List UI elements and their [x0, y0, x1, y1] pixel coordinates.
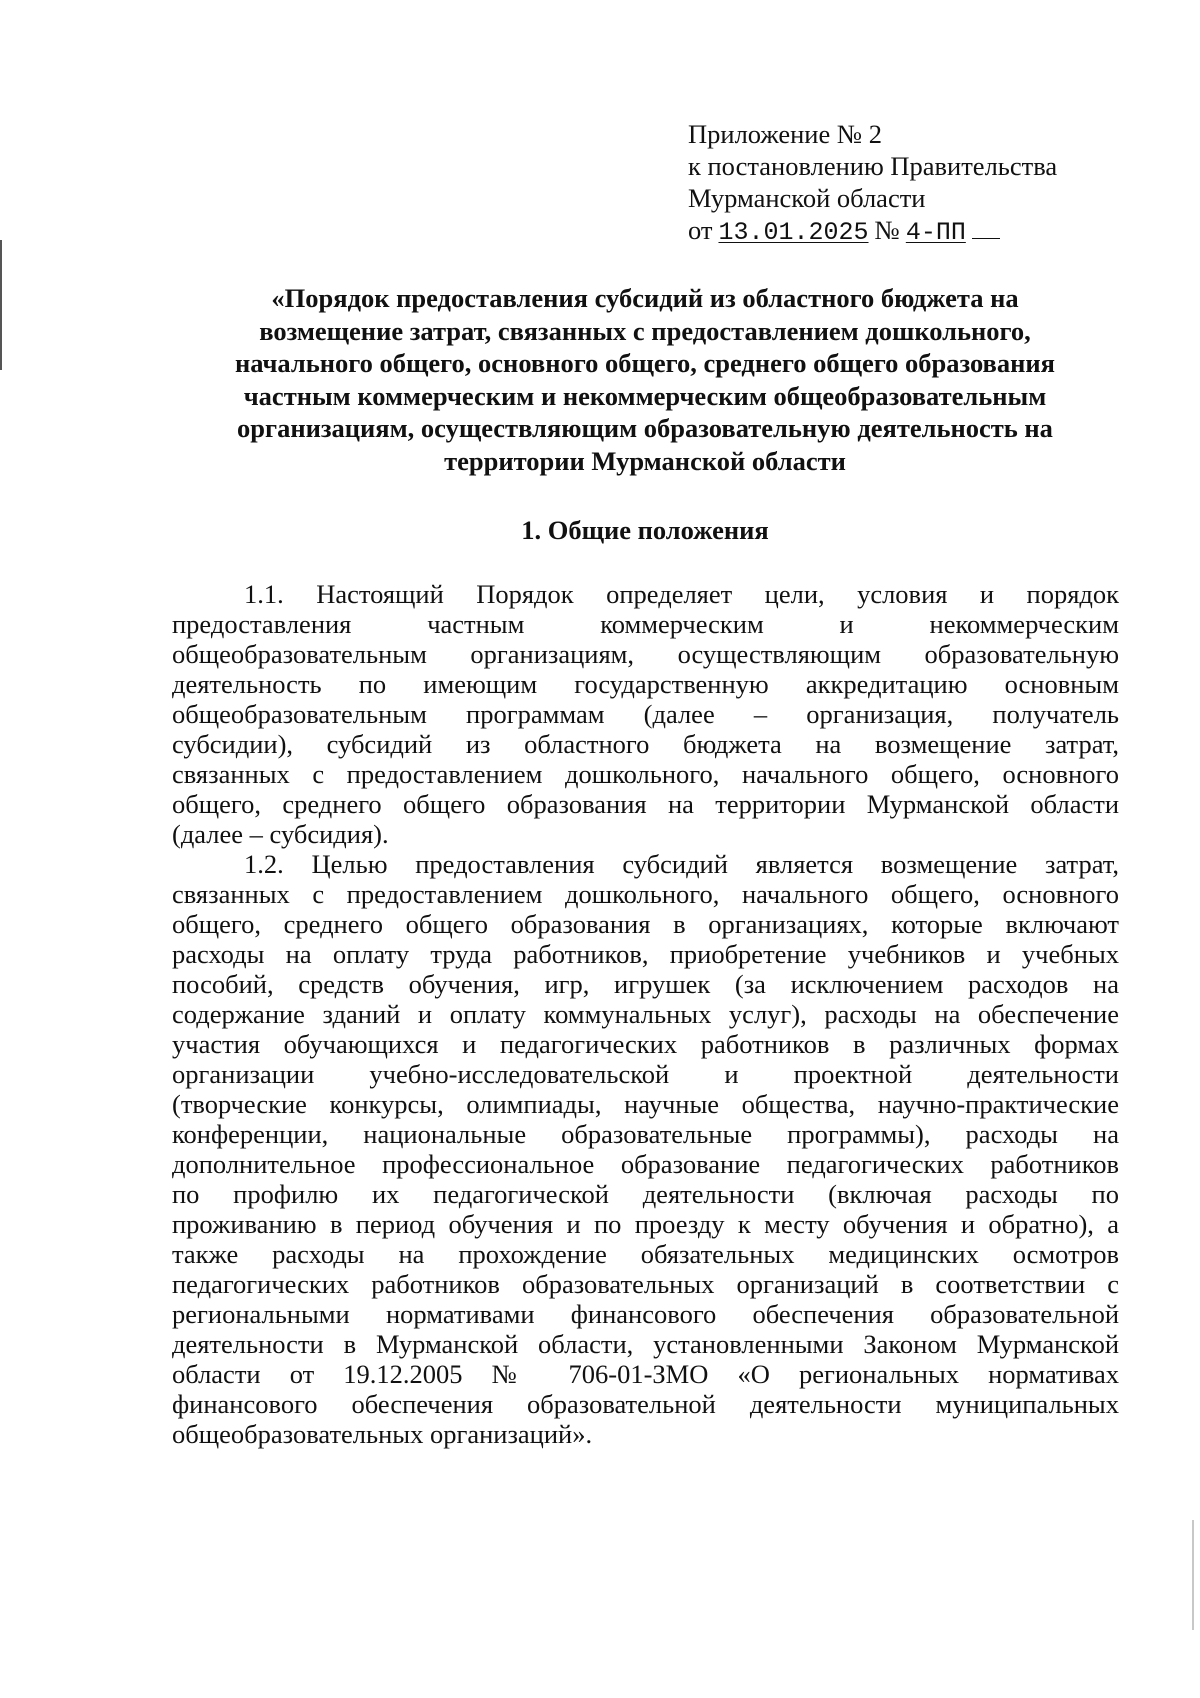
paragraph-line: участия обучающихся и педагогических работников в различных формах: [172, 1029, 1119, 1059]
resolution-date: 13.01.2025: [718, 218, 869, 247]
document-title: [170, 282, 1120, 477]
paragraph-line: дополнительное профессиональное образование педагогических работников: [172, 1149, 1119, 1179]
paragraph-line: финансового обеспечения образовательной деятельности муниципальных: [172, 1389, 1119, 1419]
paragraph-line: организации учебно-исследовательской и проектной деятельности: [172, 1059, 1119, 1089]
title-line: частным коммерческим и некоммерческим общеобразовательным: [243, 380, 1047, 411]
paragraph-line: общеобразовательных организаций».: [172, 1419, 593, 1449]
appendix-resolution-ref: к постановлению Правительства: [688, 151, 1058, 181]
paragraph-line: 1.2. Целью предоставления субсидий является возмещение затрат,: [244, 849, 1119, 879]
paragraph-1-2: [172, 849, 1119, 1449]
paragraph-line: предоставления частным коммерческим и некоммерческим: [172, 609, 1119, 639]
title-line: возмещение затрат, связанных с предоставлением дошкольного,: [259, 315, 1031, 346]
paragraph-line: содержание зданий и оплату коммунальных услуг), расходы на обеспечение: [172, 999, 1119, 1029]
paragraph-line: общеобразовательным программам (далее – организация, получатель: [172, 699, 1119, 729]
underline-blank: [972, 237, 1000, 239]
title-line: начального общего, основного общего, среднего общего образования: [235, 348, 1055, 378]
paragraph-line: общего, среднего общего образования на территории Мурманской области: [172, 789, 1119, 819]
paragraph-line: (далее – субсидия).: [172, 819, 389, 849]
section-heading: 1. Общие положения: [521, 515, 769, 545]
paragraph-line: (творческие конкурсы, олимпиады, научные общества, научно-практические: [172, 1089, 1119, 1119]
from-label: от: [688, 215, 713, 245]
number-label: №: [874, 215, 900, 245]
scan-edge-mark: [1192, 1520, 1194, 1630]
title-line: территории Мурманской области: [444, 445, 846, 476]
paragraph-line: расходы на оплату труда работников, приобретение учебников и учебных: [172, 939, 1119, 969]
paragraph-line: общеобразовательным организациям, осуществляющим образовательную: [172, 639, 1119, 669]
paragraph-line: конференции, национальные образовательные программы), расходы на: [172, 1119, 1119, 1149]
paragraph-line: связанных с предоставлением дошкольного, начального общего, основного: [172, 759, 1119, 789]
paragraph-line: общего, среднего общего образования в организациях, которые включают: [172, 909, 1119, 939]
appendix-header: [688, 118, 1108, 249]
paragraph-line: деятельность по имеющим государственную аккредитацию основным: [172, 669, 1119, 699]
paragraph-1-1: [172, 579, 1119, 849]
paragraph-line: также расходы на прохождение обязательных медицинских осмотров: [172, 1239, 1119, 1269]
paragraph-line: педагогических работников образовательных организаций в соответствии с: [172, 1269, 1119, 1299]
appendix-date-line: [688, 214, 1108, 249]
scan-edge-mark: [0, 240, 2, 370]
document-body: [172, 579, 1119, 1449]
paragraph-line: проживанию в период обучения и по проезду к месту обучения и обратно), а: [172, 1209, 1119, 1239]
paragraph-line: по профилю их педагогической деятельности (включая расходы по: [172, 1179, 1119, 1209]
paragraph-line: деятельности в Мурманской области, установленными Законом Мурманской: [172, 1329, 1119, 1359]
appendix-region: Мурманской области: [688, 183, 926, 213]
resolution-number: 4-ПП: [905, 218, 966, 247]
paragraph-line: пособий, средств обучения, игр, игрушек (за исключением расходов на: [172, 969, 1119, 999]
paragraph-line: области от 19.12.2005 № 706-01-ЗМО «О региональных нормативах: [172, 1359, 1119, 1389]
appendix-number: Приложение № 2: [688, 119, 883, 149]
paragraph-line: субсидии), субсидий из областного бюджета на возмещение затрат,: [172, 729, 1119, 759]
paragraph-line: региональными нормативами финансового обеспечения образовательной: [172, 1299, 1119, 1329]
paragraph-line: 1.1. Настоящий Порядок определяет цели, условия и порядок: [244, 579, 1119, 609]
title-line: организациям, осуществляющим образовательную деятельность на: [237, 413, 1053, 443]
paragraph-line: связанных с предоставлением дошкольного, начального общего, основного: [172, 879, 1119, 909]
title-line: «Порядок предоставления субсидий из областного бюджета на: [271, 283, 1019, 313]
